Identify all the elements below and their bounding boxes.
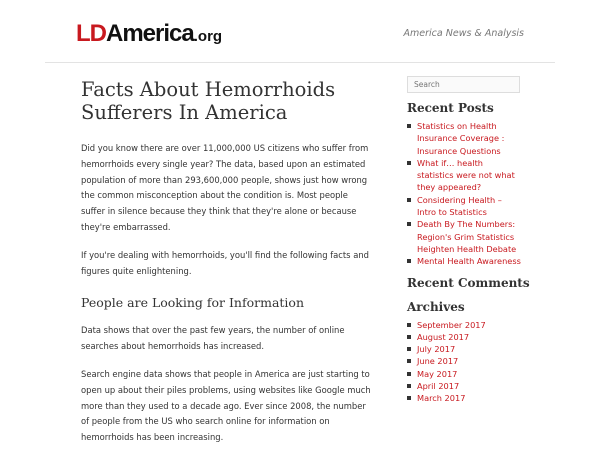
list-item xyxy=(407,331,547,343)
recent-post-link[interactable]: Mental Health Awareness xyxy=(417,256,521,267)
logo-tld: .org xyxy=(193,28,223,45)
header-divider xyxy=(45,62,555,63)
square-bullet-icon xyxy=(407,372,411,376)
site-logo[interactable] xyxy=(76,20,222,48)
recent-post-link[interactable]: Death By The Numbers: Region's Grim Statistics Heighten Health Debate xyxy=(417,219,517,254)
list-item xyxy=(407,157,522,194)
archive-link[interactable]: May 2017 xyxy=(417,368,458,379)
post-paragraph: If you're dealing with hemorrhoids, you'll find the following facts and figures quite enlightening. xyxy=(81,249,369,276)
square-bullet-icon xyxy=(407,222,411,226)
square-bullet-icon xyxy=(407,384,411,388)
search-input[interactable] xyxy=(407,76,520,93)
square-bullet-icon xyxy=(407,347,411,351)
square-bullet-icon xyxy=(407,259,411,263)
logo-ld: LD xyxy=(76,20,106,47)
archive-link[interactable]: June 2017 xyxy=(417,356,459,367)
list-item xyxy=(407,343,547,355)
square-bullet-icon xyxy=(407,335,411,339)
list-item xyxy=(407,120,522,157)
square-bullet-icon xyxy=(407,198,411,202)
square-bullet-icon xyxy=(407,161,411,165)
list-item xyxy=(407,368,547,380)
recent-post-link[interactable]: Statistics on Health Insurance Coverage : Insurance Questions xyxy=(417,121,505,156)
list-item xyxy=(407,194,522,219)
list-item xyxy=(407,380,547,392)
recent-posts-list xyxy=(407,120,557,268)
post-paragraph: Search engine data shows that people in America are just starting to open up about their piles problems, using websites like Google much more than they used to a decade ago. Ever since 2008, the number of people from the US who search online for information on hemorrhoids has been increasing. xyxy=(81,368,371,443)
post-paragraph: Did you know there are over 11,000,000 US citizens who suffer from hemorrhoids every single year? The data, based upon an estimated population of more than 293,600,000 people, shows just how wrong the common misconception about the condition is. Most people suffer in silence because they think that they're alone or because they're embarrassed. xyxy=(81,143,369,232)
recent-post-link[interactable]: What if… health statistics were not what they appeared? xyxy=(417,157,515,193)
list-item xyxy=(407,355,547,367)
post-title: Facts About Hemorrhoids Sufferers In America xyxy=(81,78,336,124)
post-paragraph: Data shows that over the past few years, the number of online searches about hemorrhoids has increased. xyxy=(81,325,345,352)
logo-america: America xyxy=(106,20,194,47)
list-item xyxy=(407,319,547,331)
post-content xyxy=(81,78,373,458)
archives-heading: Archives xyxy=(407,299,465,314)
archive-link[interactable]: July 2017 xyxy=(417,344,456,355)
archive-link[interactable]: August 2017 xyxy=(417,331,470,342)
recent-post-link[interactable]: Considering Health – Intro to Statistics xyxy=(417,194,502,218)
recent-posts-heading: Recent Posts xyxy=(407,101,494,115)
list-item xyxy=(407,255,522,267)
sidebar xyxy=(407,76,557,405)
square-bullet-icon xyxy=(407,323,411,327)
site-tagline: America News & Analysis xyxy=(403,28,524,39)
archive-link[interactable]: March 2017 xyxy=(417,393,466,404)
archives-list xyxy=(407,319,557,405)
post-subheading: People are Looking for Information xyxy=(81,295,305,311)
recent-comments-heading: Recent Comments xyxy=(407,275,530,290)
list-item xyxy=(407,392,547,404)
archive-link[interactable]: April 2017 xyxy=(417,381,460,392)
square-bullet-icon xyxy=(407,359,411,363)
archive-link[interactable]: September 2017 xyxy=(417,319,486,330)
square-bullet-icon xyxy=(407,124,411,128)
list-item xyxy=(407,218,522,255)
